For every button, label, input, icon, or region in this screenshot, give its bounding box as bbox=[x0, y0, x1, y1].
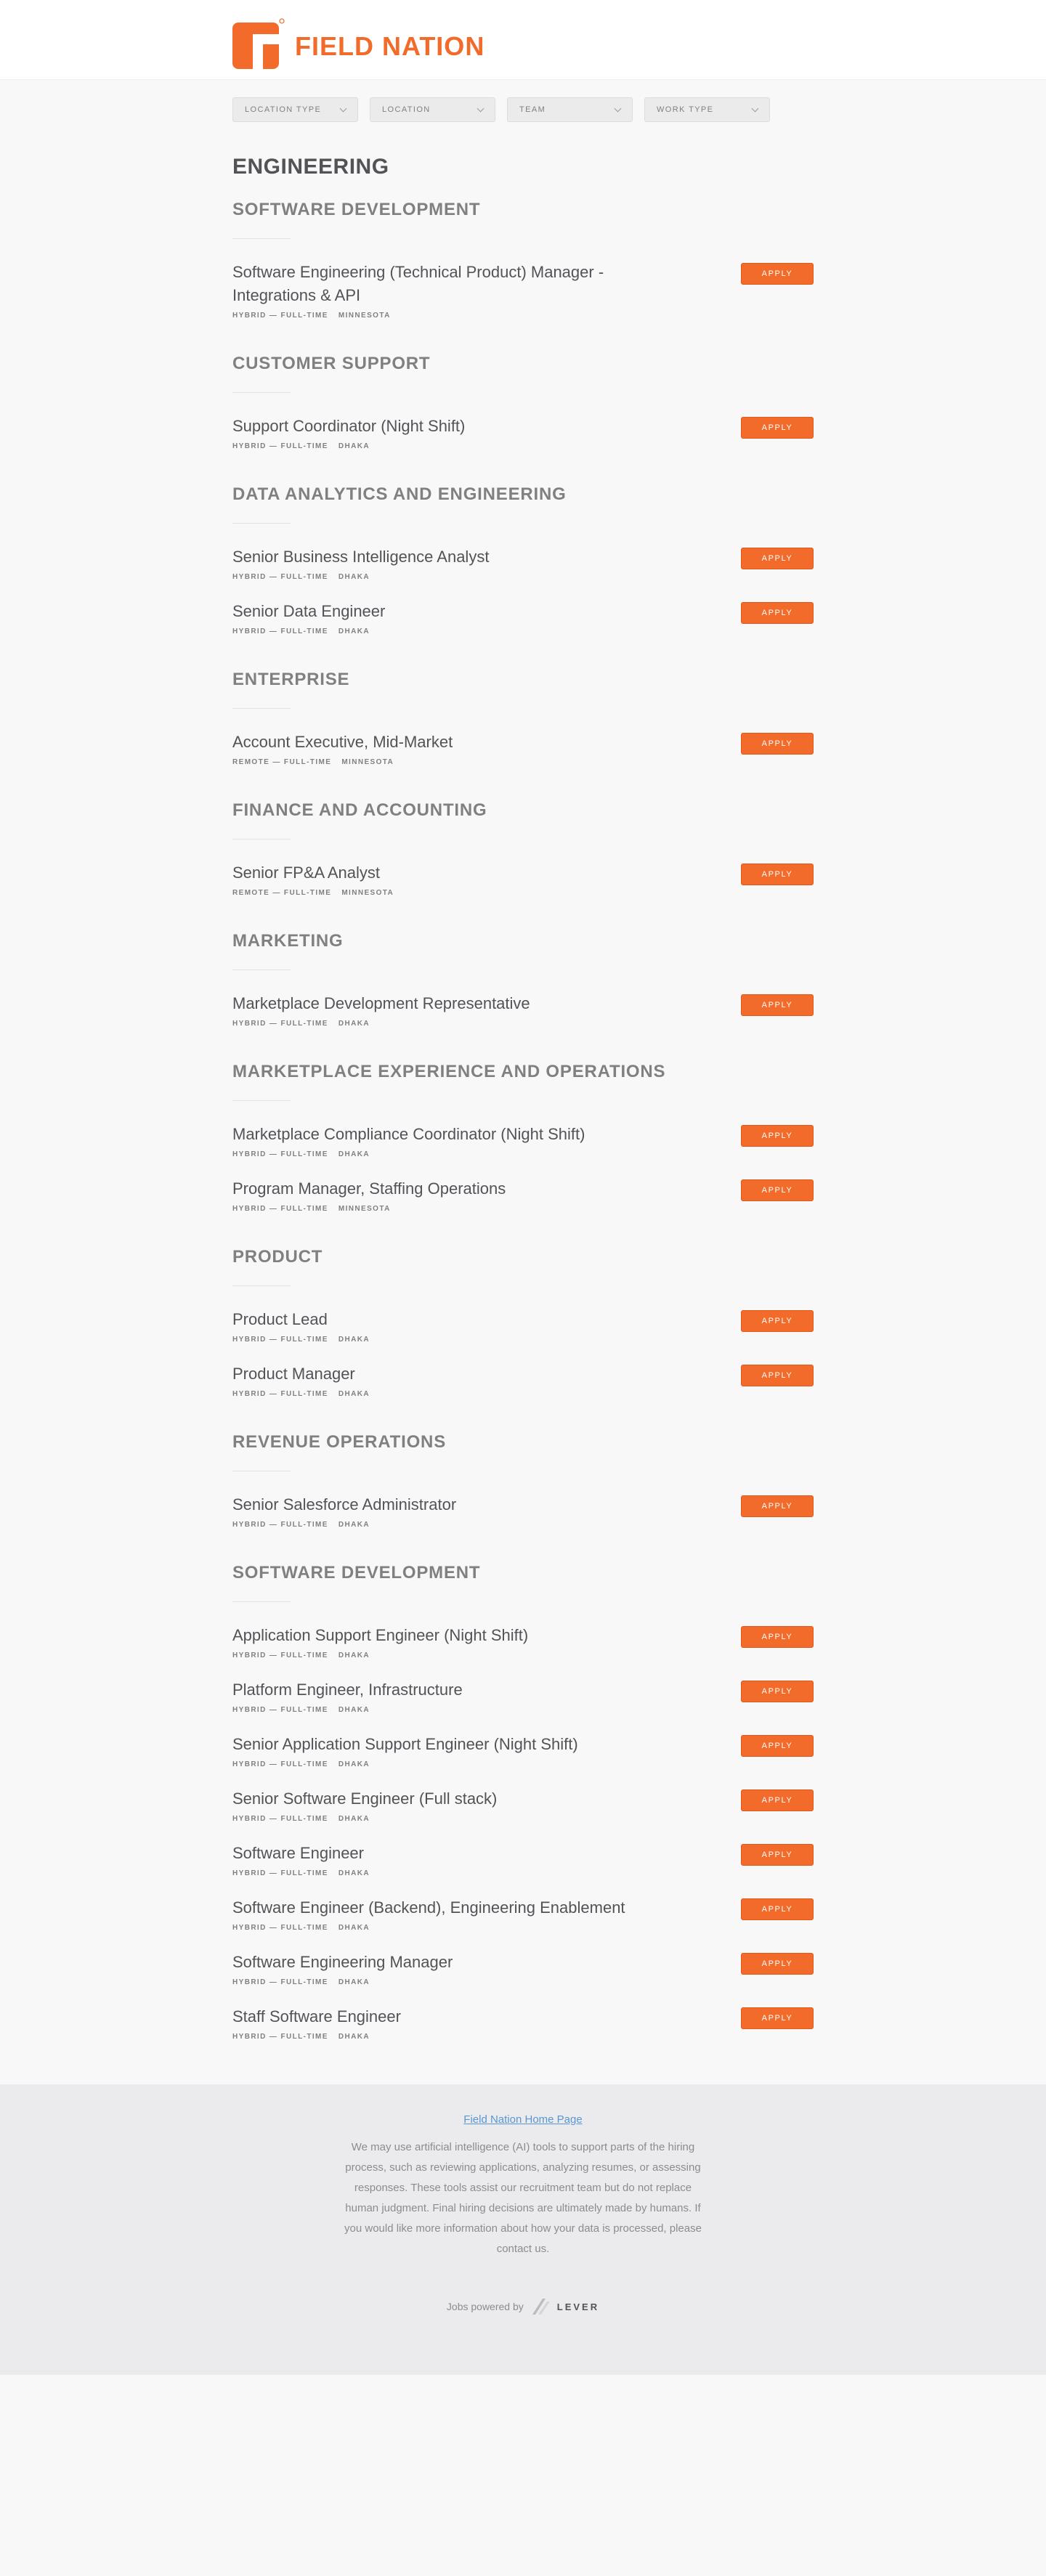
posting-info bbox=[232, 1362, 668, 1398]
apply-button[interactable]: APPLY bbox=[741, 1953, 814, 1975]
team-section bbox=[232, 1562, 814, 2041]
posting-list bbox=[232, 861, 814, 897]
apply-button[interactable]: APPLY bbox=[741, 1844, 814, 1866]
posting-meta bbox=[232, 2033, 668, 2041]
team-title: FINANCE AND ACCOUNTING bbox=[232, 800, 487, 820]
posting-meta bbox=[232, 312, 668, 320]
posting-title-link[interactable]: Account Executive, Mid-Market bbox=[232, 733, 453, 751]
posting-commitment: HYBRID — FULL-TIME bbox=[232, 1706, 328, 1714]
apply-button[interactable]: APPLY bbox=[741, 1310, 814, 1332]
job-posting bbox=[232, 861, 814, 897]
posting-info bbox=[232, 1896, 668, 1932]
posting-info bbox=[232, 1951, 668, 1986]
posting-list bbox=[232, 261, 814, 320]
job-posting bbox=[232, 1624, 814, 1659]
posting-meta bbox=[232, 1815, 668, 1823]
posting-meta bbox=[232, 889, 668, 897]
team-title: MARKETPLACE EXPERIENCE AND OPERATIONS bbox=[232, 1062, 666, 1081]
ai-disclaimer: We may use artificial intelligence (AI) tools to support parts of the hiring process, such as reviewing applications, analyzing resumes, or assessing responses. These tools assist our recruitment team but do not replace human judgment. Final hiring decisions are ultimately made by humans. If you would like more information about how your data is processed, please contact us. bbox=[344, 2141, 702, 2255]
posting-location: DHAKA bbox=[338, 2033, 370, 2041]
filter-label: LOCATION bbox=[382, 105, 431, 114]
posting-commitment: HYBRID — FULL-TIME bbox=[232, 627, 328, 635]
job-posting bbox=[232, 415, 814, 450]
posting-info bbox=[232, 731, 668, 766]
posting-list bbox=[232, 545, 814, 635]
apply-button[interactable]: APPLY bbox=[741, 263, 814, 285]
posting-commitment: HYBRID — FULL-TIME bbox=[232, 1205, 328, 1213]
job-posting bbox=[232, 1951, 814, 1986]
powered-by bbox=[0, 2297, 1046, 2316]
posting-list bbox=[232, 992, 814, 1028]
apply-button[interactable]: APPLY bbox=[741, 733, 814, 755]
team-divider bbox=[232, 523, 291, 524]
posting-title-link[interactable]: Marketplace Development Representative bbox=[232, 994, 530, 1012]
posting-info bbox=[232, 1123, 668, 1158]
apply-button[interactable]: APPLY bbox=[741, 1681, 814, 1702]
posting-location: DHAKA bbox=[338, 1020, 370, 1028]
posting-info bbox=[232, 2005, 668, 2041]
posting-meta bbox=[232, 1978, 668, 1986]
team-title: MARKETING bbox=[232, 931, 344, 951]
team-section bbox=[232, 1431, 814, 1529]
posting-location: DHAKA bbox=[338, 573, 370, 581]
lever-logo[interactable] bbox=[531, 2297, 599, 2316]
posting-list bbox=[232, 731, 814, 766]
posting-location: DHAKA bbox=[338, 1924, 370, 1932]
posting-commitment: HYBRID — FULL-TIME bbox=[232, 1020, 328, 1028]
posting-info bbox=[232, 1493, 668, 1529]
posting-title-link[interactable]: Application Support Engineer (Night Shift) bbox=[232, 1626, 529, 1644]
job-posting bbox=[232, 1493, 814, 1529]
posting-location: DHAKA bbox=[338, 1390, 370, 1398]
posting-meta bbox=[232, 1706, 668, 1714]
posting-info bbox=[232, 1308, 668, 1344]
team-title: REVENUE OPERATIONS bbox=[232, 1432, 446, 1452]
team-divider bbox=[232, 1100, 291, 1101]
chevron-down-icon bbox=[752, 105, 759, 112]
posting-location: DHAKA bbox=[338, 1869, 370, 1877]
apply-button[interactable]: APPLY bbox=[741, 1626, 814, 1648]
filter-team[interactable] bbox=[507, 97, 633, 122]
chevron-down-icon bbox=[477, 105, 485, 112]
posting-commitment: REMOTE — FULL-TIME bbox=[232, 758, 332, 766]
team-section bbox=[232, 1061, 814, 1213]
posting-location: MINNESOTA bbox=[338, 312, 391, 320]
team-title: DATA ANALYTICS AND ENGINEERING bbox=[232, 484, 567, 504]
job-posting bbox=[232, 1678, 814, 1714]
posting-commitment: HYBRID — FULL-TIME bbox=[232, 1150, 328, 1158]
brand-name: FIELD NATION bbox=[295, 31, 485, 61]
top-bar bbox=[0, 0, 1046, 80]
posting-commitment: HYBRID — FULL-TIME bbox=[232, 2033, 328, 2041]
posting-title-link[interactable]: Senior FP&A Analyst bbox=[232, 864, 380, 882]
posting-list bbox=[232, 1493, 814, 1529]
powered-by-label: Jobs powered by bbox=[446, 2301, 524, 2312]
team-title: ENTERPRISE bbox=[232, 670, 350, 689]
posting-info bbox=[232, 1842, 668, 1877]
posting-location: DHAKA bbox=[338, 1760, 370, 1768]
team-divider bbox=[232, 1285, 291, 1286]
posting-title-link[interactable]: Software Engineer (Backend), Engineering Enablement bbox=[232, 1898, 625, 1917]
posting-title-link[interactable]: Product Manager bbox=[232, 1365, 355, 1383]
posting-title-link[interactable]: Software Engineering (Technical Product) Manager - Integrations & API bbox=[232, 263, 604, 304]
posting-info bbox=[232, 600, 668, 635]
apply-button[interactable]: APPLY bbox=[741, 2007, 814, 2029]
apply-button[interactable]: APPLY bbox=[741, 1898, 814, 1920]
posting-list bbox=[232, 1624, 814, 2041]
posting-commitment: HYBRID — FULL-TIME bbox=[232, 1924, 328, 1932]
posting-title-link[interactable]: Program Manager, Staffing Operations bbox=[232, 1179, 506, 1198]
posting-commitment: HYBRID — FULL-TIME bbox=[232, 312, 328, 320]
posting-list bbox=[232, 1123, 814, 1213]
posting-list bbox=[232, 415, 814, 450]
lever-wordmark: LEVER bbox=[556, 2301, 600, 2312]
apply-button[interactable]: APPLY bbox=[741, 1735, 814, 1757]
posting-location: DHAKA bbox=[338, 1815, 370, 1823]
filter-location-type[interactable] bbox=[232, 97, 358, 122]
filter-label: WORK TYPE bbox=[657, 105, 714, 114]
apply-button[interactable]: APPLY bbox=[741, 1789, 814, 1811]
apply-button[interactable]: APPLY bbox=[741, 1179, 814, 1201]
posting-title-link[interactable]: Senior Data Engineer bbox=[232, 602, 386, 620]
posting-title-link[interactable]: Senior Software Engineer (Full stack) bbox=[232, 1789, 498, 1808]
job-posting bbox=[232, 1787, 814, 1823]
filter-label: LOCATION TYPE bbox=[245, 105, 322, 114]
posting-info bbox=[232, 261, 668, 320]
posting-meta bbox=[232, 1924, 668, 1932]
field-nation-logo[interactable] bbox=[232, 19, 485, 70]
apply-button[interactable]: APPLY bbox=[741, 548, 814, 569]
job-listings-page bbox=[232, 80, 814, 2041]
posting-title-link[interactable]: Software Engineering Manager bbox=[232, 1953, 453, 1971]
apply-button[interactable]: APPLY bbox=[741, 602, 814, 624]
home-page-link[interactable]: Field Nation Home Page bbox=[463, 2113, 583, 2126]
posting-commitment: REMOTE — FULL-TIME bbox=[232, 889, 332, 897]
posting-title-link[interactable]: Senior Salesforce Administrator bbox=[232, 1495, 457, 1513]
posting-commitment: HYBRID — FULL-TIME bbox=[232, 1521, 328, 1529]
posting-location: DHAKA bbox=[338, 1978, 370, 1986]
posting-title-link[interactable]: Marketplace Compliance Coordinator (Night Shift) bbox=[232, 1125, 585, 1143]
posting-meta bbox=[232, 1205, 668, 1213]
job-posting bbox=[232, 1123, 814, 1158]
posting-commitment: HYBRID — FULL-TIME bbox=[232, 1651, 328, 1659]
posting-info bbox=[232, 992, 668, 1028]
team-section bbox=[232, 1246, 814, 1398]
posting-title-link[interactable]: Senior Application Support Engineer (Night Shift) bbox=[232, 1735, 578, 1753]
posting-location: DHAKA bbox=[338, 627, 370, 635]
job-posting bbox=[232, 1177, 814, 1213]
team-section bbox=[232, 800, 814, 897]
team-list bbox=[232, 199, 814, 2041]
posting-meta bbox=[232, 1760, 668, 1768]
team-title: SOFTWARE DEVELOPMENT bbox=[232, 1563, 481, 1582]
posting-title-link[interactable]: Software Engineer bbox=[232, 1844, 364, 1862]
team-section bbox=[232, 199, 814, 320]
posting-title-link[interactable]: Platform Engineer, Infrastructure bbox=[232, 1681, 463, 1699]
posting-meta bbox=[232, 573, 668, 581]
posting-meta bbox=[232, 1020, 668, 1028]
apply-button[interactable]: APPLY bbox=[741, 864, 814, 885]
posting-meta bbox=[232, 1521, 668, 1529]
lever-logo-icon bbox=[531, 2297, 551, 2316]
job-posting bbox=[232, 731, 814, 766]
job-posting bbox=[232, 2005, 814, 2041]
job-posting bbox=[232, 1896, 814, 1932]
posting-commitment: HYBRID — FULL-TIME bbox=[232, 1336, 328, 1344]
team-divider bbox=[232, 392, 291, 393]
posting-location: DHAKA bbox=[338, 1706, 370, 1714]
posting-location: MINNESOTA bbox=[338, 1205, 391, 1213]
team-divider bbox=[232, 238, 291, 239]
job-posting bbox=[232, 261, 814, 320]
posting-location: DHAKA bbox=[338, 1651, 370, 1659]
posting-info bbox=[232, 1624, 668, 1659]
team-section bbox=[232, 484, 814, 635]
posting-list bbox=[232, 1308, 814, 1398]
posting-commitment: HYBRID — FULL-TIME bbox=[232, 573, 328, 581]
posting-meta bbox=[232, 1869, 668, 1877]
job-posting bbox=[232, 1842, 814, 1877]
filter-work-type[interactable] bbox=[644, 97, 770, 122]
posting-meta bbox=[232, 1150, 668, 1158]
posting-title-link[interactable]: Support Coordinator (Night Shift) bbox=[232, 417, 466, 435]
posting-info bbox=[232, 1733, 668, 1768]
chevron-down-icon bbox=[615, 105, 622, 112]
posting-title-link[interactable]: Staff Software Engineer bbox=[232, 2007, 401, 2026]
posting-location: DHAKA bbox=[338, 442, 370, 450]
posting-info bbox=[232, 415, 668, 450]
posting-info bbox=[232, 1177, 668, 1213]
posting-info bbox=[232, 1787, 668, 1823]
posting-location: MINNESOTA bbox=[341, 758, 394, 766]
posting-commitment: HYBRID — FULL-TIME bbox=[232, 1869, 328, 1877]
field-nation-logo-icon bbox=[232, 18, 285, 70]
job-posting bbox=[232, 1308, 814, 1344]
posting-meta bbox=[232, 1390, 668, 1398]
team-divider bbox=[232, 708, 291, 709]
team-section bbox=[232, 669, 814, 766]
posting-commitment: HYBRID — FULL-TIME bbox=[232, 442, 328, 450]
chevron-down-icon bbox=[340, 105, 347, 112]
posting-meta bbox=[232, 627, 668, 635]
posting-meta bbox=[232, 1651, 668, 1659]
filter-label: TEAM bbox=[519, 105, 546, 114]
posting-commitment: HYBRID — FULL-TIME bbox=[232, 1390, 328, 1398]
apply-button[interactable]: APPLY bbox=[741, 1365, 814, 1386]
posting-location: DHAKA bbox=[338, 1336, 370, 1344]
team-section bbox=[232, 930, 814, 1028]
posting-commitment: HYBRID — FULL-TIME bbox=[232, 1815, 328, 1823]
posting-location: MINNESOTA bbox=[341, 889, 394, 897]
apply-button[interactable]: APPLY bbox=[741, 1495, 814, 1517]
team-divider bbox=[232, 839, 291, 840]
posting-meta bbox=[232, 758, 668, 766]
posting-meta bbox=[232, 1336, 668, 1344]
team-divider bbox=[232, 1601, 291, 1602]
posting-location: DHAKA bbox=[338, 1521, 370, 1529]
posting-info bbox=[232, 545, 668, 581]
posting-commitment: HYBRID — FULL-TIME bbox=[232, 1760, 328, 1768]
job-posting bbox=[232, 992, 814, 1028]
team-section bbox=[232, 353, 814, 450]
posting-title-link[interactable]: Senior Business Intelligence Analyst bbox=[232, 548, 490, 566]
footer bbox=[0, 2084, 1046, 2375]
team-title: CUSTOMER SUPPORT bbox=[232, 354, 431, 373]
filter-location[interactable] bbox=[370, 97, 495, 122]
posting-info bbox=[232, 1678, 668, 1714]
posting-commitment: HYBRID — FULL-TIME bbox=[232, 1978, 328, 1986]
filter-bar bbox=[232, 97, 814, 122]
team-title: PRODUCT bbox=[232, 1247, 323, 1267]
posting-meta bbox=[232, 442, 668, 450]
job-posting bbox=[232, 1362, 814, 1398]
posting-title-link[interactable]: Product Lead bbox=[232, 1310, 328, 1328]
posting-info bbox=[232, 861, 668, 897]
job-posting bbox=[232, 545, 814, 581]
posting-location: DHAKA bbox=[338, 1150, 370, 1158]
apply-button[interactable]: APPLY bbox=[741, 417, 814, 439]
job-posting bbox=[232, 1733, 814, 1768]
apply-button[interactable]: APPLY bbox=[741, 994, 814, 1016]
department-title: ENGINEERING bbox=[232, 155, 389, 179]
team-title: SOFTWARE DEVELOPMENT bbox=[232, 200, 481, 219]
apply-button[interactable]: APPLY bbox=[741, 1125, 814, 1147]
job-posting bbox=[232, 600, 814, 635]
